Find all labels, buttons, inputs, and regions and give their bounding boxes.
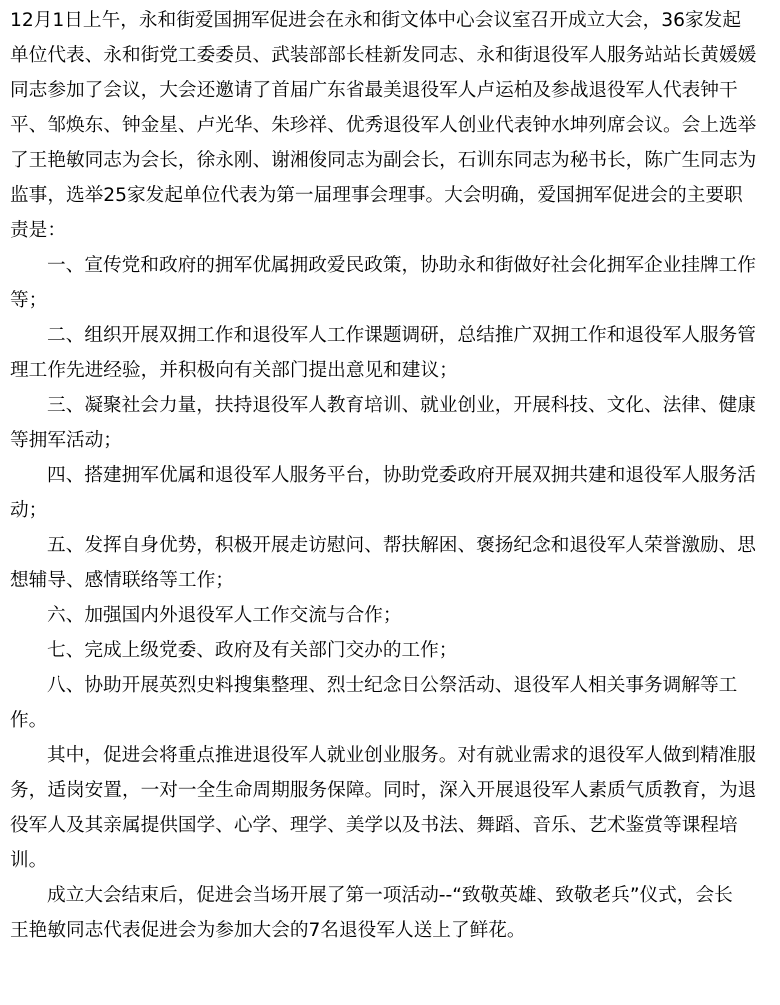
text-line: 务，适岗安置，一对一全生命周期服务保障。同时，深入开展退役军人素质气质教育，为退	[10, 780, 757, 801]
text-line: 理工作先进经验，并积极向有关部门提出意见和建议；	[10, 360, 458, 381]
text-line: 训。	[10, 850, 48, 871]
text-line: 等拥军活动；	[10, 430, 122, 451]
text-line: 单位代表、永和街党工委委员、武装部部长桂新发同志、永和街退役军人服务站站长黄媛媛	[10, 45, 757, 66]
duty-item-5	[10, 528, 780, 598]
text-line: 役军人及其亲属提供国学、心学、理学、美学以及书法、舞蹈、音乐、艺术鉴赏等课程培	[10, 815, 738, 836]
text-line: 12月1日上午，永和街爱国拥军促进会在永和街文体中心会议室召开成立大会，36家发起	[10, 10, 741, 31]
duty-item-8	[10, 668, 780, 738]
text-line: 想辅导、感情联络等工作；	[10, 570, 234, 591]
text-line: 动；	[10, 500, 48, 521]
text-line: 其中，促进会将重点推进退役军人就业创业服务。对有就业需求的退役军人做到精准服	[47, 745, 756, 766]
text-line: 责是：	[10, 220, 66, 241]
closing-paragraph	[10, 878, 780, 948]
text-line: 五、发挥自身优势，积极开展走访慰问、帮扶解困、褒扬纪念和退役军人荣誉激励、思	[47, 535, 756, 556]
text-line: 六、加强国内外退役军人工作交流与合作；	[47, 605, 402, 626]
duty-item-6	[10, 598, 780, 633]
text-line: 了王艳敏同志为会长，徐永刚、谢湘俊同志为副会长，石训东同志为秘书长，陈广生同志为	[10, 150, 757, 171]
text-line: 王艳敏同志代表促进会为参加大会的7名退役军人送上了鲜花。	[10, 920, 526, 941]
intro-paragraph	[10, 3, 780, 248]
text-line: 监事，选举25家发起单位代表为第一届理事会理事。大会明确，爱国拥军促进会的主要职	[10, 185, 743, 206]
duty-item-7	[10, 633, 780, 668]
text-line: 同志参加了会议，大会还邀请了首届广东省最美退役军人卢运柏及参战退役军人代表钟干	[10, 80, 738, 101]
duty-item-4	[10, 458, 780, 528]
text-line: 二、组织开展双拥工作和退役军人工作课题调研，总结推广双拥工作和退役军人服务管	[47, 325, 756, 346]
duty-item-2	[10, 318, 780, 388]
text-line: 七、完成上级党委、政府及有关部门交办的工作；	[47, 640, 458, 661]
focus-paragraph	[10, 738, 780, 878]
text-line: 四、搭建拥军优属和退役军人服务平台，协助党委政府开展双拥共建和退役军人服务活	[47, 465, 756, 486]
text-line: 成立大会结束后，促进会当场开展了第一项活动--“致敬英雄、致敬老兵”仪式，会长	[47, 885, 733, 906]
duty-item-1	[10, 248, 780, 318]
text-line: 一、宣传党和政府的拥军优属拥政爱民政策，协助永和街做好社会化拥军企业挂牌工作	[47, 255, 756, 276]
text-line: 平、邹焕东、钟金星、卢光华、朱珍祥、优秀退役军人创业代表钟水坤列席会议。会上选举	[10, 115, 757, 136]
duty-item-3	[10, 388, 780, 458]
text-line: 八、协助开展英烈史料搜集整理、烈士纪念日公祭活动、退役军人相关事务调解等工	[47, 675, 738, 696]
text-line: 等；	[10, 290, 48, 311]
text-line: 作。	[10, 710, 48, 731]
text-line: 三、凝聚社会力量，扶持退役军人教育培训、就业创业，开展科技、文化、法律、健康	[47, 395, 756, 416]
